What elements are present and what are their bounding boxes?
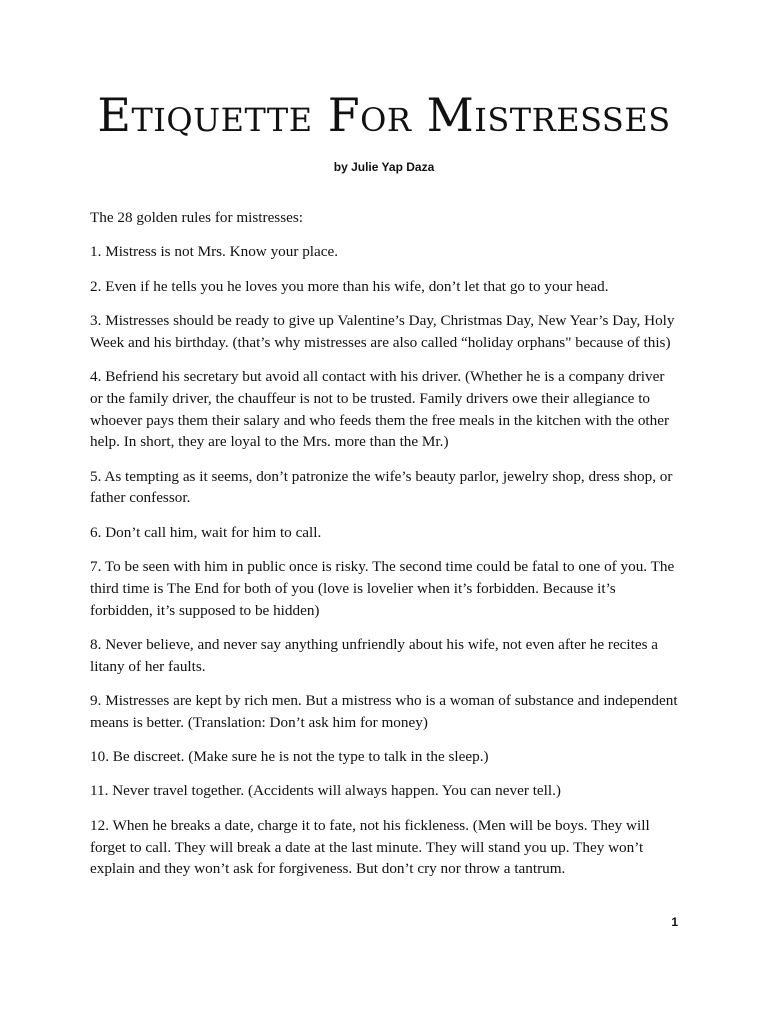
rule-5: 5. As tempting as it seems, don’t patronize the wife’s beauty parlor, jewelry shop, dress shop, or father confessor. — [90, 467, 673, 507]
rule-8: 8. Never believe, and never say anything unfriendly about his wife, not even after he recites a litany of her faults. — [90, 635, 659, 675]
rule-1: 1. Mistress is not Mrs. Know your place. — [90, 243, 339, 261]
rule-6: 6. Don’t call him, wait for him to call. — [90, 523, 322, 541]
document-title: Etiquette For Mistresses — [97, 88, 671, 142]
rule-3: 3. Mistresses should be ready to give up Valentine’s Day, Christmas Day, New Year’s Day, Holy Week and his birthday. (that’s why mistresses are also called “holiday orphans" because of this) — [90, 311, 675, 351]
rule-2: 2. Even if he tells you he loves you more than his wife, don’t let that go to your head. — [90, 277, 609, 295]
rule-7: 7. To be seen with him in public once is risky. The second time could be fatal to one of you. The third time is The End for both of you (love is lovelier when it’s forbidden. Because it’s forbidden, it’s supposed to be hidden) — [90, 558, 675, 619]
rule-9: 9. Mistresses are kept by rich men. But a mistress who is a woman of substance and independent means is better. (Translation: Don’t ask him for money) — [90, 692, 678, 731]
page-number: 1 — [671, 915, 678, 929]
rule-11: 11. Never travel together. (Accidents will always happen. You can never tell.) — [90, 782, 561, 800]
rule-10: 10. Be discreet. (Make sure he is not the type to talk in the sleep.) — [90, 748, 489, 766]
intro-paragraph: The 28 golden rules for mistresses: — [90, 209, 304, 226]
byline: by Julie Yap Daza — [333, 160, 435, 174]
rule-4: 4. Befriend his secretary but avoid all contact with his driver. (Whether he is a company driver or the family driver, the chauffeur is not to be trusted. Family drivers owe their allegiance to whoever pays them their salary and who feeds them the free meals in the kitchen with the other help. In short, they are loyal to the Mrs. more than the Mr.) — [90, 367, 670, 451]
document-body — [90, 207, 678, 893]
rule-12: 12. When he breaks a date, charge it to fate, not his fickleness. (Men will be boys. They will forget to call. They will break a date at the last minute. They will stand you up. They won’t explain and they won’t ask for forgiveness. But don’t cry nor throw a tantrum. — [90, 816, 650, 878]
